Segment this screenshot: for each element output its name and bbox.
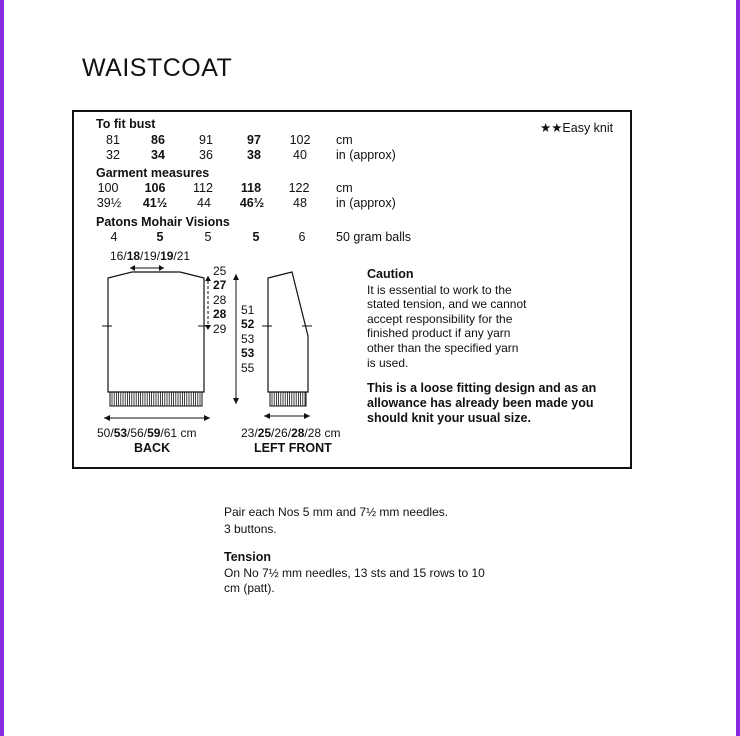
buttons-text: 3 buttons. xyxy=(224,522,277,536)
armhole-depth-5: 29 xyxy=(213,322,227,336)
yarn-balls-2: 5 xyxy=(156,230,164,244)
garment-in-1: 39½ xyxy=(96,196,122,210)
materials-section xyxy=(224,504,504,596)
garment-unit-in: in (approx) xyxy=(336,196,396,210)
length-1: 51 xyxy=(241,303,255,317)
back-rib xyxy=(110,392,202,406)
left-front-label: LEFT FRONT xyxy=(254,441,332,455)
tension-body: On No 7½ mm needles, 13 sts and 15 rows to 10 cm (patt). xyxy=(224,566,485,595)
fit-bust-cm-2: 86 xyxy=(151,133,165,147)
fit-bust-in-1: 32 xyxy=(106,148,120,162)
garment-label: Garment measures xyxy=(96,166,210,180)
fit-bust-in-3: 36 xyxy=(199,148,213,162)
armhole-depth-2: 27 xyxy=(213,278,227,292)
garment-cm-5: 122 xyxy=(288,181,310,195)
fit-bust-cm-5: 102 xyxy=(289,133,311,147)
page-title: WAISTCOAT xyxy=(82,54,233,82)
front-width-label: 23/25/26/28/28 cm xyxy=(241,426,341,440)
front-rib xyxy=(270,392,306,406)
caution-heading: Caution xyxy=(367,267,414,281)
yarn-balls-3: 5 xyxy=(204,230,212,244)
armhole-depth-3: 28 xyxy=(213,293,227,307)
armhole-depth-4: 28 xyxy=(213,307,227,321)
tension-heading: Tension xyxy=(224,550,271,564)
garment-cm-4: 118 xyxy=(240,181,262,195)
fit-bust-cm-1: 81 xyxy=(106,133,120,147)
fit-bust-unit-in: in (approx) xyxy=(336,148,396,162)
fit-bust-in-4: 38 xyxy=(247,148,261,162)
yarn-balls-1: 4 xyxy=(110,230,118,244)
caution-body: It is essential to work to the stated tension, and we cannot accept responsibility for the finished product if any yarn other than the specified yarn is used. xyxy=(367,282,527,370)
left-page-border xyxy=(0,0,4,736)
yarn-balls-4: 5 xyxy=(252,230,260,244)
length-4: 53 xyxy=(241,346,255,360)
garment-in-4: 46½ xyxy=(239,196,265,210)
garment-cm-3: 112 xyxy=(193,181,213,195)
fit-bust-in-2: 34 xyxy=(151,148,165,162)
fit-bust-in-5: 40 xyxy=(293,148,307,162)
garment-unit-cm: cm xyxy=(336,181,353,195)
back-piece xyxy=(108,272,204,392)
fit-bust-cm-3: 91 xyxy=(199,133,213,147)
right-page-border xyxy=(736,0,740,736)
caution-section xyxy=(367,267,617,426)
length-3: 53 xyxy=(241,332,255,346)
back-width-label: 50/53/56/59/61 cm xyxy=(97,426,197,440)
difficulty-rating: ★★Easy knit xyxy=(540,121,614,135)
fit-bust-cm-4: 97 xyxy=(247,133,261,147)
armhole-depth-1: 25 xyxy=(213,264,227,278)
garment-in-3: 44 xyxy=(197,196,211,210)
garment-cm-1: 100 xyxy=(97,181,119,195)
yarn-label: Patons Mohair Visions xyxy=(96,215,230,229)
length-5: 55 xyxy=(241,361,255,375)
back-neck-width: 16/18/19/19/21 xyxy=(110,249,191,263)
fit-bust-unit-cm: cm xyxy=(336,133,353,147)
fit-note: This is a loose fitting design and as an allowance has already been made you should knit your usual size. xyxy=(367,381,597,426)
fit-bust-label: To fit bust xyxy=(96,117,156,131)
garment-in-5: 48 xyxy=(293,196,307,210)
back-label: BACK xyxy=(134,441,171,455)
garment-cm-2: 106 xyxy=(144,181,166,195)
yarn-balls-5: 6 xyxy=(298,230,306,244)
garment-in-2: 41½ xyxy=(142,196,168,210)
needles-text: Pair each Nos 5 mm and 7½ mm needles. xyxy=(224,505,449,519)
front-piece xyxy=(268,272,308,392)
yarn-unit: 50 gram balls xyxy=(336,230,412,244)
length-2: 52 xyxy=(241,317,255,331)
